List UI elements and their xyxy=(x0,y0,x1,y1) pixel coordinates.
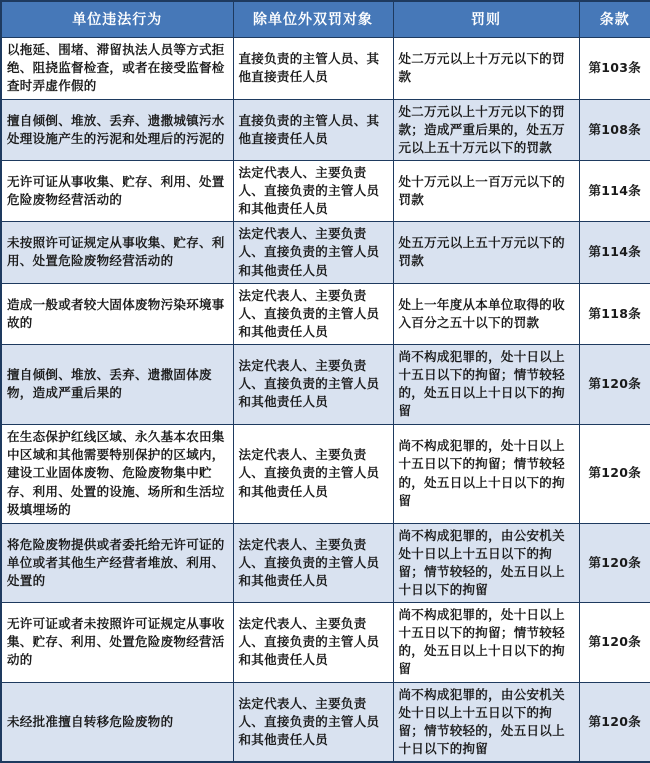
cell-violation: 将危险废物提供或者委托给无许可证的单位或者其他生产经营者堆放、利用、处置的 xyxy=(1,523,233,603)
cell-target: 法定代表人、主要负责人、直接负责的主管人员和其他责任人员 xyxy=(233,283,393,344)
cell-penalty: 尚不构成犯罪的，处十日以上十五日以下的拘留；情节较轻的，处五日以上十日以下的拘留 xyxy=(393,345,579,425)
cell-target: 法定代表人、主要负责人、直接负责的主管人员和其他责任人员 xyxy=(233,603,393,683)
cell-article: 第120条 xyxy=(579,424,650,523)
header-penalty: 罚则 xyxy=(393,1,579,37)
cell-article: 第108条 xyxy=(579,99,650,160)
cell-target: 法定代表人、主要负责人、直接负责的主管人员和其他责任人员 xyxy=(233,523,393,603)
cell-penalty: 尚不构成犯罪的，处十日以上十五日以下的拘留；情节较轻的，处五日以上十日以下的拘留 xyxy=(393,424,579,523)
cell-target: 法定代表人、主要负责人、直接负责的主管人员和其他责任人员 xyxy=(233,682,393,762)
cell-target: 直接负责的主管人员、其他直接责任人员 xyxy=(233,37,393,99)
cell-article: 第120条 xyxy=(579,523,650,603)
cell-article: 第120条 xyxy=(579,603,650,683)
table-row xyxy=(1,523,650,603)
cell-article: 第120条 xyxy=(579,682,650,762)
cell-violation: 未经批准擅自转移危险废物的 xyxy=(1,682,233,762)
table-row xyxy=(1,283,650,344)
cell-target: 法定代表人、主要负责人、直接负责的主管人员和其他责任人员 xyxy=(233,222,393,283)
table-row xyxy=(1,345,650,425)
table-row xyxy=(1,682,650,762)
table-row xyxy=(1,160,650,221)
table-row xyxy=(1,222,650,283)
cell-violation: 未按照许可证规定从事收集、贮存、利用、处置危险废物经营活动的 xyxy=(1,222,233,283)
header-target: 除单位外双罚对象 xyxy=(233,1,393,37)
cell-violation: 无许可证或者未按照许可证规定从事收集、贮存、利用、处置危险废物经营活动的 xyxy=(1,603,233,683)
cell-violation: 造成一般或者较大固体废物污染环境事故的 xyxy=(1,283,233,344)
header-article: 条款 xyxy=(579,1,650,37)
table-header-row xyxy=(1,1,650,37)
table-row xyxy=(1,424,650,523)
cell-penalty: 处二万元以上十万元以下的罚款；造成严重后果的，处五万元以上五十万元以下的罚款 xyxy=(393,99,579,160)
header-violation: 单位违法行为 xyxy=(1,1,233,37)
cell-penalty: 尚不构成犯罪的，由公安机关处十日以上十五日以下的拘留；情节较轻的，处五日以上十日以下的拘留 xyxy=(393,523,579,603)
cell-article: 第120条 xyxy=(579,345,650,425)
cell-penalty: 尚不构成犯罪的，由公安机关处十日以上十五日以下的拘留；情节较轻的，处五日以上十日以下的拘留 xyxy=(393,682,579,762)
cell-violation: 无许可证从事收集、贮存、利用、处置危险废物经营活动的 xyxy=(1,160,233,221)
table-row xyxy=(1,603,650,683)
cell-violation: 在生态保护红线区域、永久基本农田集中区域和其他需要特别保护的区域内，建设工业固体废物、危险废物集中贮存、利用、处置的设施、场所和生活垃圾填埋场的 xyxy=(1,424,233,523)
cell-target: 法定代表人、主要负责人、直接负责的主管人员和其他责任人员 xyxy=(233,345,393,425)
cell-violation: 以拖延、围堵、滞留执法人员等方式拒绝、阻挠监督检查，或者在接受监督检查时弄虚作假的 xyxy=(1,37,233,99)
cell-target: 直接负责的主管人员、其他直接责任人员 xyxy=(233,99,393,160)
cell-article: 第114条 xyxy=(579,160,650,221)
cell-penalty: 处上一年度从本单位取得的收入百分之五十以下的罚款 xyxy=(393,283,579,344)
cell-penalty: 处二万元以上十万元以下的罚款 xyxy=(393,37,579,99)
cell-article: 第114条 xyxy=(579,222,650,283)
cell-violation: 擅自倾倒、堆放、丢弃、遗撒固体废物，造成严重后果的 xyxy=(1,345,233,425)
cell-penalty: 尚不构成犯罪的，处十日以上十五日以下的拘留；情节较轻的，处五日以上十日以下的拘留 xyxy=(393,603,579,683)
table-row xyxy=(1,37,650,99)
cell-article: 第103条 xyxy=(579,37,650,99)
cell-violation: 擅自倾倒、堆放、丢弃、遗撒城镇污水处理设施产生的污泥和处理后的污泥的 xyxy=(1,99,233,160)
cell-target: 法定代表人、主要负责人、直接负责的主管人员和其他责任人员 xyxy=(233,160,393,221)
cell-penalty: 处十万元以上一百万元以下的罚款 xyxy=(393,160,579,221)
cell-article: 第118条 xyxy=(579,283,650,344)
table-row xyxy=(1,99,650,160)
cell-penalty: 处五万元以上五十万元以下的罚款 xyxy=(393,222,579,283)
cell-target: 法定代表人、主要负责人、直接负责的主管人员和其他责任人员 xyxy=(233,424,393,523)
table-body xyxy=(1,37,650,762)
